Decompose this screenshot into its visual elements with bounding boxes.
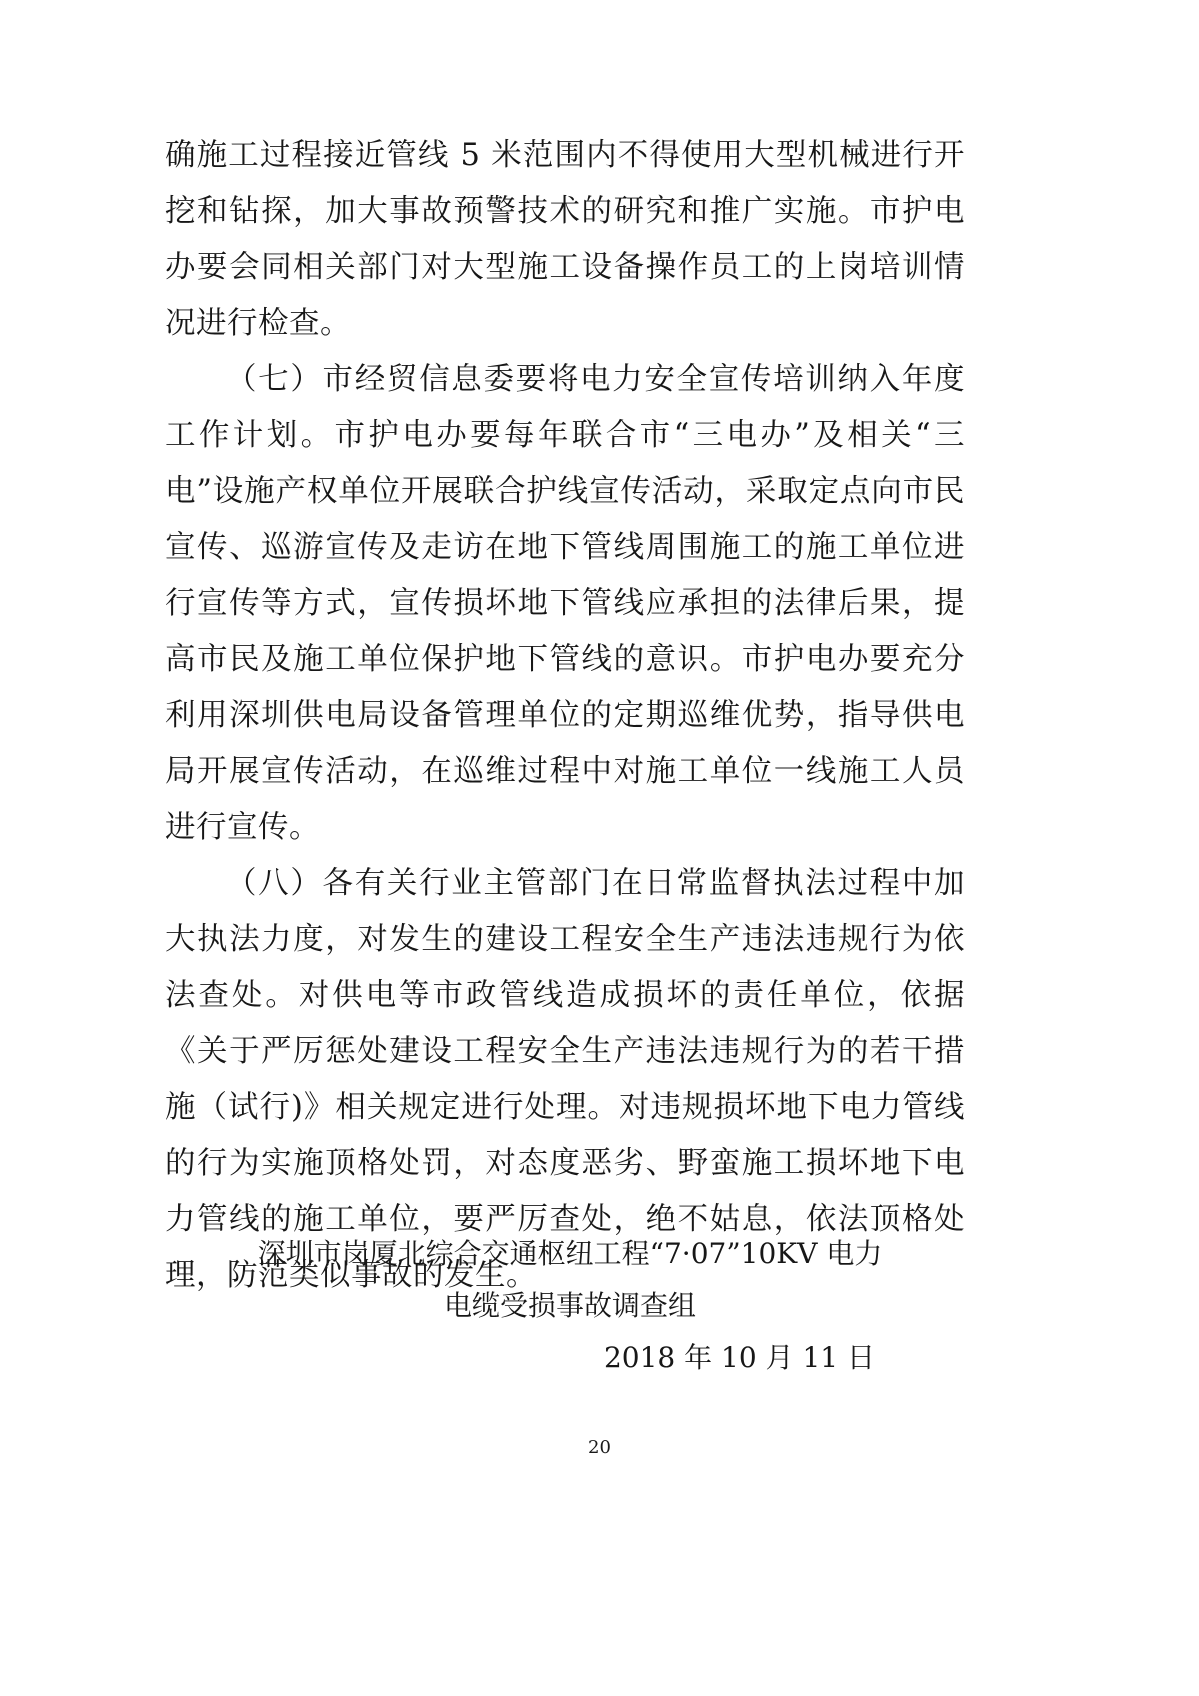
- document-body: [165, 128, 965, 1304]
- paragraph-continued: 确施工过程接近管线 5 米范围内不得使用大型机械进行开挖和钻探，加大事故预警技术的研究和推广实施。市护电办要会同相关部门对大型施工设备操作员工的上岗培训情况进行检查。: [165, 138, 965, 341]
- paragraph-item-eight: （八）各有关行业主管部门在日常监督执法过程中加大执法力度，对发生的建设工程安全生产违法违规行为依法查处。对供电等市政管线造成损坏的责任单位，依据《关于严厉惩处建设工程安全生产违法违规行为的若干措施（试行)》相关规定进行处理。对违规损坏地下电力管线的行为实施顶格处罚，对态度恶劣、野蛮施工损坏地下电力管线的施工单位，要严厉查处，绝不姑息，依法顶格处理，防范类似事故的发生。: [165, 866, 965, 1293]
- signature-org-line-2: 电缆受损事故调查组: [443, 1289, 696, 1322]
- signature-block: [165, 1228, 965, 1384]
- signature-date: 2018 年 10 月 11 日: [603, 1341, 875, 1374]
- page-number: 20: [588, 1437, 611, 1458]
- paragraph-item-seven: （七）市经贸信息委要将电力安全宣传培训纳入年度工作计划。市护电办要每年联合市“三电办”及相关“三电”设施产权单位开展联合护线宣传活动，采取定点向市民宣传、巡游宣传及走访在地下管线周围施工的施工单位进行宣传等方式，宣传损坏地下管线应承担的法律后果，提高市民及施工单位保护地下管线的意识。市护电办要充分利用深圳供电局设备管理单位的定期巡维优势，指导供电局开展宣传活动，在巡维过程中对施工单位一线施工人员进行宣传。: [165, 362, 965, 845]
- signature-org-line-1: 深圳市岗厦北综合交通枢纽工程“7·07”10KV 电力: [257, 1237, 883, 1270]
